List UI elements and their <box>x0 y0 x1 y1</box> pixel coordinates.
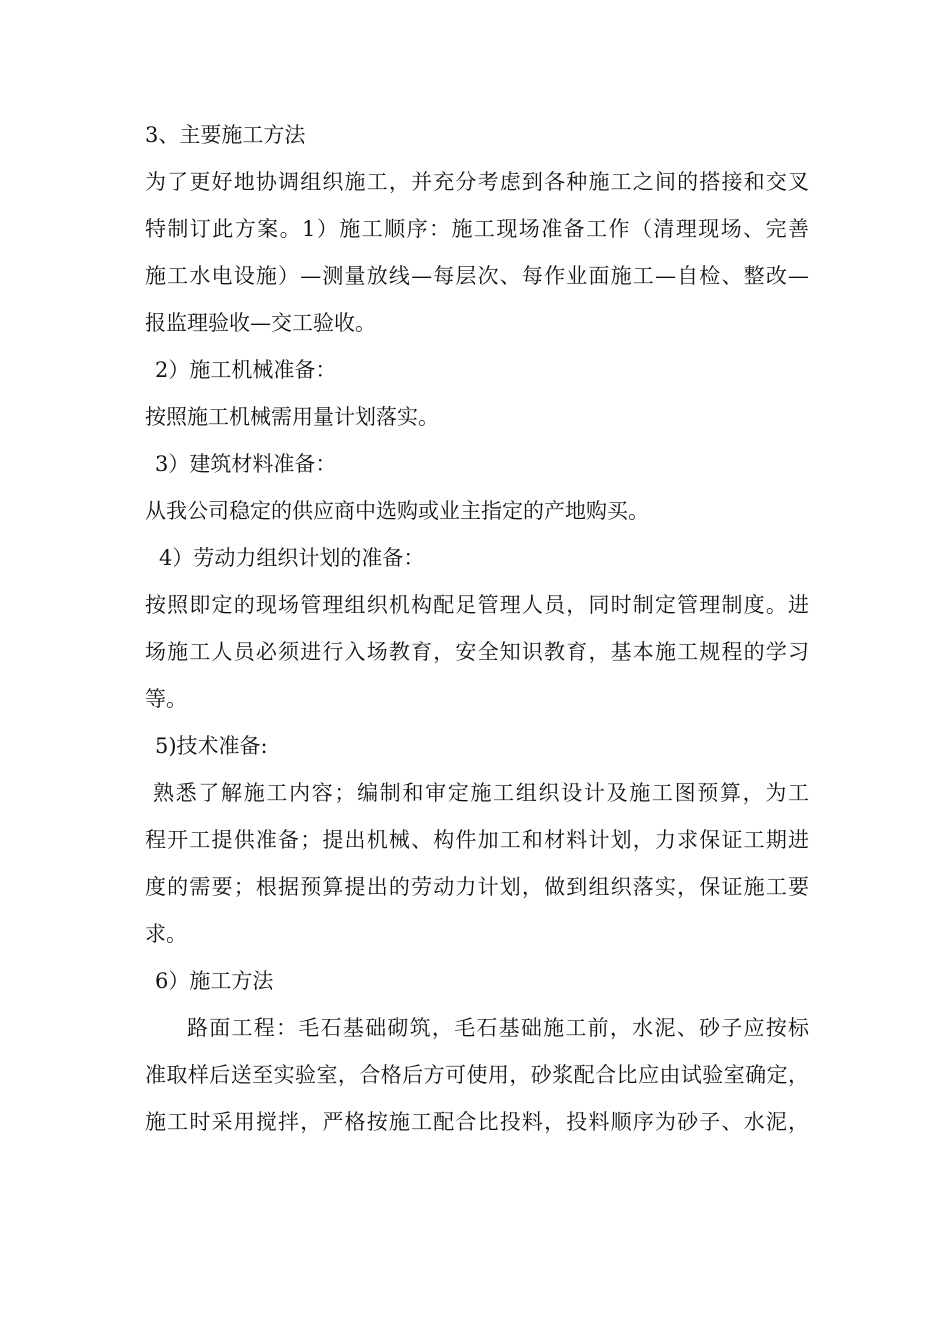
subheading-machinery: 2）施工机械准备： <box>155 358 337 382</box>
paragraph-line: 路面工程：毛石基础砌筑，毛石基础施工前，水泥、砂子应按标 <box>187 1016 809 1040</box>
paragraph-line: 按照施工机械需用量计划落实。 <box>145 405 439 429</box>
paragraph-line: 按照即定的现场管理组织机构配足管理人员，同时制定管理制度。进 <box>145 593 809 617</box>
subheading-materials: 3）建筑材料准备： <box>155 452 337 476</box>
section-heading: 3、主要施工方法 <box>145 123 306 147</box>
subheading-method: 6）施工方法 <box>155 969 274 993</box>
paragraph-line: 熟悉了解施工内容；编制和审定施工组织设计及施工图预算，为工 <box>153 781 809 805</box>
paragraph-line: 求。 <box>145 922 187 946</box>
paragraph-line: 施工时采用搅拌，严格按施工配合比投料，投料顺序为砂子、水泥， <box>145 1110 809 1134</box>
paragraph-line: 场施工人员必须进行入场教育，安全知识教育，基本施工规程的学习 <box>145 640 809 664</box>
paragraph-line: 特制订此方案。1）施工顺序：施工现场准备工作（清理现场、完善 <box>145 217 809 241</box>
paragraph-line: 施工水电设施）—测量放线—每层次、每作业面施工—自检、整改— <box>145 264 809 288</box>
paragraph-line: 从我公司稳定的供应商中选购或业主指定的产地购买。 <box>145 499 649 523</box>
document-body <box>145 112 809 1146</box>
paragraph-line: 报监理验收—交工验收。 <box>145 311 376 335</box>
paragraph-line: 程开工提供准备；提出机械、构件加工和材料计划，力求保证工期进 <box>145 828 809 852</box>
paragraph-line: 度的需要；根据预算提出的劳动力计划，做到组织落实，保证施工要 <box>145 875 809 899</box>
paragraph-line: 为了更好地协调组织施工，并充分考虑到各种施工之间的搭接和交叉 <box>145 170 809 194</box>
paragraph-line: 准取样后送至实验室，合格后方可使用，砂浆配合比应由试验室确定， <box>145 1063 809 1087</box>
subheading-labor: 4）劳动力组织计划的准备： <box>159 546 425 570</box>
paragraph-line: 等。 <box>145 687 187 711</box>
subheading-technical: 5)技术准备: <box>155 734 268 758</box>
